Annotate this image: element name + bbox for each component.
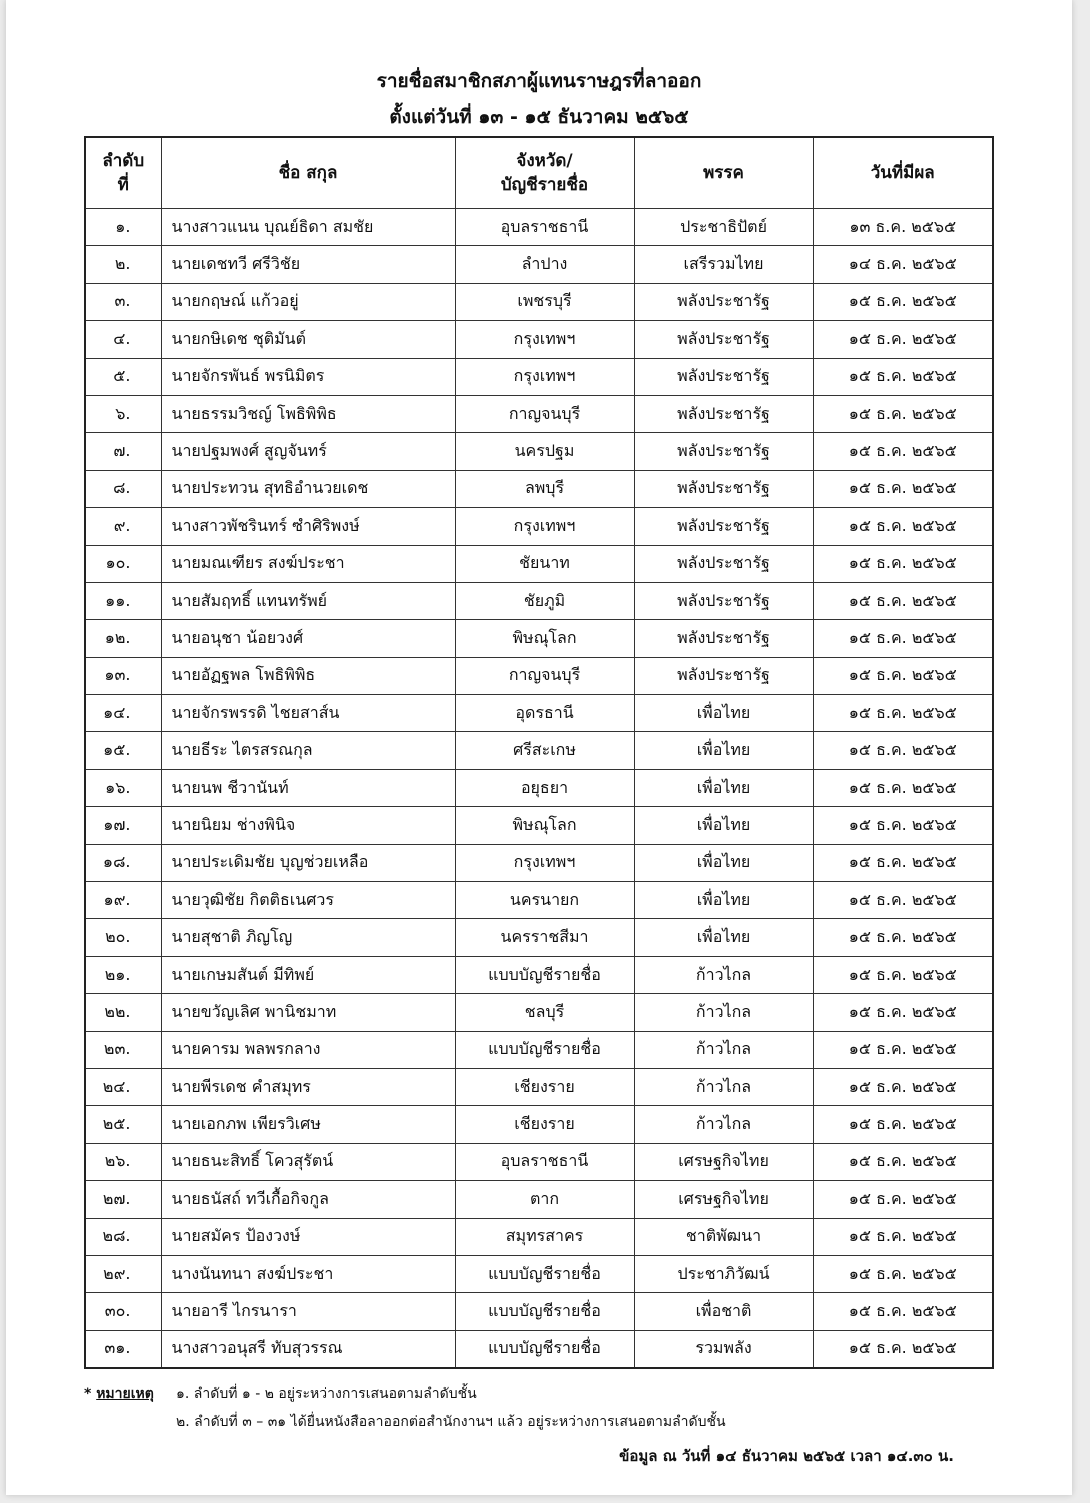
cell-date: ๑๕ ธ.ค. ๒๕๖๕ — [813, 732, 993, 769]
cell-no: ๑. — [85, 209, 161, 246]
table-row — [85, 1255, 993, 1292]
table-row — [85, 882, 993, 919]
cell-name: นายสมัคร ป้องวงษ์ — [161, 1218, 455, 1255]
cell-party: เพื่อชาติ — [634, 1293, 813, 1330]
cell-date: ๑๕ ธ.ค. ๒๕๖๕ — [813, 470, 993, 507]
cell-name: นายสุชาติ ภิญโญ — [161, 919, 455, 956]
cell-party: เศรษฐกิจไทย — [634, 1143, 813, 1180]
table-row — [85, 695, 993, 732]
table-row — [85, 1330, 993, 1368]
cell-province: กาญจนบุรี — [455, 395, 634, 432]
header-province: จังหวัด/ บัญชีรายชื่อ — [455, 137, 634, 209]
cell-province: เชียงราย — [455, 1106, 634, 1143]
cell-date: ๑๕ ธ.ค. ๒๕๖๕ — [813, 1330, 993, 1368]
cell-province: อุดรธานี — [455, 695, 634, 732]
table-row — [85, 732, 993, 769]
cell-no: ๒๗. — [85, 1181, 161, 1218]
table-row — [85, 807, 993, 844]
cell-province: แบบบัญชีรายชื่อ — [455, 1293, 634, 1330]
cell-party: เพื่อไทย — [634, 769, 813, 806]
table-row — [85, 358, 993, 395]
cell-party: ก้าวไกล — [634, 956, 813, 993]
header-no: ลำดับ ที่ — [85, 137, 161, 209]
cell-party: พลังประชารัฐ — [634, 433, 813, 470]
cell-no: ๖. — [85, 395, 161, 432]
cell-party: ก้าวไกล — [634, 994, 813, 1031]
cell-name: นายอัฏฐพล โพธิพิพิธ — [161, 657, 455, 694]
document-title: รายชื่อสมาชิกสภาผู้แทนราษฎรที่ลาออก — [376, 70, 702, 92]
cell-name: นางสาวแนน บุณย์ธิดา สมชัย — [161, 209, 455, 246]
table-row — [85, 1143, 993, 1180]
cell-no: ๑๐. — [85, 545, 161, 582]
cell-province: ตาก — [455, 1181, 634, 1218]
cell-date: ๑๕ ธ.ค. ๒๕๖๕ — [813, 1181, 993, 1218]
cell-province: อุบลราชธานี — [455, 209, 634, 246]
document-page — [6, 0, 1072, 1495]
cell-name: นายกฤษณ์ แก้วอยู่ — [161, 283, 455, 320]
cell-no: ๑๓. — [85, 657, 161, 694]
table-row — [85, 1181, 993, 1218]
cell-province: แบบบัญชีรายชื่อ — [455, 1031, 634, 1068]
cell-name: นายขวัญเลิศ พานิชมาท — [161, 994, 455, 1031]
cell-no: ๕. — [85, 358, 161, 395]
table-row — [85, 1031, 993, 1068]
resignation-table — [84, 136, 994, 1369]
cell-party: พลังประชารัฐ — [634, 395, 813, 432]
cell-party: ก้าวไกล — [634, 1068, 813, 1105]
table-row — [85, 395, 993, 432]
cell-name: นายจักรพรรดิ ไชยสาส์น — [161, 695, 455, 732]
table-row — [85, 994, 993, 1031]
cell-name: นายอารี ไกรนารา — [161, 1293, 455, 1330]
cell-no: ๗. — [85, 433, 161, 470]
cell-province: แบบบัญชีรายชื่อ — [455, 1330, 634, 1368]
cell-no: ๑๙. — [85, 882, 161, 919]
table-row — [85, 1068, 993, 1105]
cell-province: ลพบุรี — [455, 470, 634, 507]
cell-name: นายอนุชา น้อยวงศ์ — [161, 620, 455, 657]
header-name: ชื่อ สกุล — [161, 137, 455, 209]
cell-name: นายประเดิมชัย บุญช่วยเหลือ — [161, 844, 455, 881]
cell-province: เชียงราย — [455, 1068, 634, 1105]
cell-name: นายประทวน สุทธิอำนวยเดช — [161, 470, 455, 507]
cell-date: ๑๕ ธ.ค. ๒๕๖๕ — [813, 508, 993, 545]
cell-no: ๒๑. — [85, 956, 161, 993]
cell-name: นายนิยม ช่างพินิจ — [161, 807, 455, 844]
cell-no: ๘. — [85, 470, 161, 507]
cell-name: นายคารม พลพรกลาง — [161, 1031, 455, 1068]
cell-no: ๑๔. — [85, 695, 161, 732]
cell-name: นายพีรเดช คำสมุทร — [161, 1068, 455, 1105]
cell-date: ๑๕ ธ.ค. ๒๕๖๕ — [813, 358, 993, 395]
cell-party: พลังประชารัฐ — [634, 582, 813, 619]
cell-date: ๑๕ ธ.ค. ๒๕๖๕ — [813, 1293, 993, 1330]
cell-no: ๙. — [85, 508, 161, 545]
table-row — [85, 657, 993, 694]
cell-province: นครนายก — [455, 882, 634, 919]
table-row — [85, 321, 993, 358]
note-item: ๑. ลำดับที่ ๑ - ๒ อยู่ระหว่างการเสนอตามลำดับชั้น — [176, 1386, 477, 1402]
cell-date: ๑๕ ธ.ค. ๒๕๖๕ — [813, 321, 993, 358]
cell-date: ๑๕ ธ.ค. ๒๕๖๕ — [813, 1106, 993, 1143]
cell-party: พลังประชารัฐ — [634, 620, 813, 657]
cell-province: ลำปาง — [455, 246, 634, 283]
cell-party: ประชาภิวัฒน์ — [634, 1255, 813, 1292]
cell-date: ๑๓ ธ.ค. ๒๕๖๕ — [813, 209, 993, 246]
cell-no: ๓๐. — [85, 1293, 161, 1330]
cell-date: ๑๕ ธ.ค. ๒๕๖๕ — [813, 545, 993, 582]
cell-province: แบบบัญชีรายชื่อ — [455, 956, 634, 993]
cell-name: นายนพ ชีวานันท์ — [161, 769, 455, 806]
cell-no: ๑๖. — [85, 769, 161, 806]
table-row — [85, 1293, 993, 1330]
cell-date: ๑๕ ธ.ค. ๒๕๖๕ — [813, 882, 993, 919]
cell-no: ๔. — [85, 321, 161, 358]
cell-party: พลังประชารัฐ — [634, 321, 813, 358]
table-row — [85, 508, 993, 545]
cell-province: อยุธยา — [455, 769, 634, 806]
cell-party: พลังประชารัฐ — [634, 358, 813, 395]
cell-no: ๒. — [85, 246, 161, 283]
cell-party: เพื่อไทย — [634, 919, 813, 956]
cell-party: ชาติพัฒนา — [634, 1218, 813, 1255]
table-row — [85, 844, 993, 881]
cell-date: ๑๕ ธ.ค. ๒๕๖๕ — [813, 807, 993, 844]
cell-province: กรุงเทพฯ — [455, 358, 634, 395]
cell-party: พลังประชารัฐ — [634, 657, 813, 694]
cell-name: นายวุฒิชัย กิตติธเนศวร — [161, 882, 455, 919]
cell-date: ๑๕ ธ.ค. ๒๕๖๕ — [813, 769, 993, 806]
cell-province: กาญจนบุรี — [455, 657, 634, 694]
table-row — [85, 582, 993, 619]
cell-party: เพื่อไทย — [634, 732, 813, 769]
cell-no: ๒๘. — [85, 1218, 161, 1255]
cell-no: ๑๒. — [85, 620, 161, 657]
cell-date: ๑๕ ธ.ค. ๒๕๖๕ — [813, 1255, 993, 1292]
cell-party: เพื่อไทย — [634, 844, 813, 881]
header-date: วันที่มีผล — [813, 137, 993, 209]
cell-date: ๑๕ ธ.ค. ๒๕๖๕ — [813, 1068, 993, 1105]
cell-no: ๑๗. — [85, 807, 161, 844]
cell-no: ๒๓. — [85, 1031, 161, 1068]
data-timestamp: ข้อมูล ณ วันที่ ๑๔ ธันวาคม ๒๕๖๕ เวลา ๑๔.๓๐ น. — [619, 1447, 954, 1465]
cell-date: ๑๕ ธ.ค. ๒๕๖๕ — [813, 956, 993, 993]
cell-party: พลังประชารัฐ — [634, 545, 813, 582]
cell-party: เพื่อไทย — [634, 695, 813, 732]
table-row — [85, 470, 993, 507]
cell-no: ๒๒. — [85, 994, 161, 1031]
cell-province: กรุงเทพฯ — [455, 321, 634, 358]
cell-name: นายเดชทวี ศรีวิชัย — [161, 246, 455, 283]
cell-date: ๑๕ ธ.ค. ๒๕๖๕ — [813, 919, 993, 956]
cell-name: นางสาวอนุสรี ทับสุวรรณ — [161, 1330, 455, 1368]
cell-name: นายธนะสิทธิ์ โควสุรัตน์ — [161, 1143, 455, 1180]
table-row — [85, 1106, 993, 1143]
cell-date: ๑๕ ธ.ค. ๒๕๖๕ — [813, 695, 993, 732]
table-row — [85, 209, 993, 246]
document-subtitle: ตั้งแต่วันที่ ๑๓ - ๑๕ ธันวาคม ๒๕๖๕ — [389, 106, 689, 128]
cell-party: เสรีรวมไทย — [634, 246, 813, 283]
cell-no: ๒๐. — [85, 919, 161, 956]
cell-no: ๒๖. — [85, 1143, 161, 1180]
cell-name: นางนันทนา สงฆ์ประชา — [161, 1255, 455, 1292]
notes-label: * หมายเหตุ — [84, 1386, 154, 1402]
cell-date: ๑๕ ธ.ค. ๒๕๖๕ — [813, 657, 993, 694]
cell-name: นายธนัสถ์ ทวีเกื้อกิจกูล — [161, 1181, 455, 1218]
cell-no: ๒๔. — [85, 1068, 161, 1105]
cell-no: ๑๑. — [85, 582, 161, 619]
cell-name: นายมณเฑียร สงฆ์ประชา — [161, 545, 455, 582]
cell-party: เศรษฐกิจไทย — [634, 1181, 813, 1218]
cell-name: นายเอกภพ เพียรวิเศษ — [161, 1106, 455, 1143]
cell-name: นายธีระ ไตรสรณกุล — [161, 732, 455, 769]
header-party: พรรค — [634, 137, 813, 209]
cell-province: พิษณุโลก — [455, 620, 634, 657]
cell-party: ก้าวไกล — [634, 1106, 813, 1143]
cell-date: ๑๕ ธ.ค. ๒๕๖๕ — [813, 433, 993, 470]
cell-no: ๓๑. — [85, 1330, 161, 1368]
cell-province: ชัยภูมิ — [455, 582, 634, 619]
cell-province: ชัยนาท — [455, 545, 634, 582]
table-row — [85, 433, 993, 470]
cell-date: ๑๕ ธ.ค. ๒๕๖๕ — [813, 395, 993, 432]
note-item: ๒. ลำดับที่ ๓ – ๓๑ ได้ยื่นหนังสือลาออกต่อสำนักงานฯ แล้ว อยู่ระหว่างการเสนอตามลำดับชั้น — [176, 1414, 726, 1430]
cell-party: ประชาธิปัตย์ — [634, 209, 813, 246]
cell-date: ๑๕ ธ.ค. ๒๕๖๕ — [813, 1031, 993, 1068]
table-header-row — [85, 137, 993, 209]
cell-province: แบบบัญชีรายชื่อ — [455, 1255, 634, 1292]
table-row — [85, 919, 993, 956]
cell-date: ๑๔ ธ.ค. ๒๕๖๕ — [813, 246, 993, 283]
table-row — [85, 283, 993, 320]
cell-no: ๓. — [85, 283, 161, 320]
table-row — [85, 620, 993, 657]
table-row — [85, 956, 993, 993]
cell-date: ๑๕ ธ.ค. ๒๕๖๕ — [813, 994, 993, 1031]
cell-party: เพื่อไทย — [634, 882, 813, 919]
cell-name: นายสัมฤทธิ์ แทนทรัพย์ — [161, 582, 455, 619]
cell-party: ก้าวไกล — [634, 1031, 813, 1068]
cell-name: นายเกษมสันต์ มีทิพย์ — [161, 956, 455, 993]
cell-party: รวมพลัง — [634, 1330, 813, 1368]
cell-province: ชลบุรี — [455, 994, 634, 1031]
cell-party: พลังประชารัฐ — [634, 470, 813, 507]
cell-province: อุบลราชธานี — [455, 1143, 634, 1180]
cell-date: ๑๕ ธ.ค. ๒๕๖๕ — [813, 620, 993, 657]
cell-province: พิษณุโลก — [455, 807, 634, 844]
table-row — [85, 545, 993, 582]
cell-province: ศรีสะเกษ — [455, 732, 634, 769]
cell-name: นางสาวพัชรินทร์ ซำศิริพงษ์ — [161, 508, 455, 545]
cell-province: นครปฐม — [455, 433, 634, 470]
cell-province: นครราชสีมา — [455, 919, 634, 956]
table-row — [85, 1218, 993, 1255]
cell-province: กรุงเทพฯ — [455, 844, 634, 881]
cell-date: ๑๕ ธ.ค. ๒๕๖๕ — [813, 582, 993, 619]
cell-date: ๑๕ ธ.ค. ๒๕๖๕ — [813, 1143, 993, 1180]
cell-party: เพื่อไทย — [634, 807, 813, 844]
notes-section — [84, 1380, 992, 1436]
cell-province: กรุงเทพฯ — [455, 508, 634, 545]
cell-party: พลังประชารัฐ — [634, 283, 813, 320]
table-row — [85, 246, 993, 283]
cell-no: ๒๙. — [85, 1255, 161, 1292]
cell-province: เพชรบุรี — [455, 283, 634, 320]
cell-name: นายกษิเดช ชุติมันต์ — [161, 321, 455, 358]
cell-no: ๒๕. — [85, 1106, 161, 1143]
cell-name: นายธรรมวิชญ์ โพธิพิพิธ — [161, 395, 455, 432]
cell-province: สมุทรสาคร — [455, 1218, 634, 1255]
cell-name: นายปฐมพงศ์ สูญจันทร์ — [161, 433, 455, 470]
cell-party: พลังประชารัฐ — [634, 508, 813, 545]
cell-no: ๑๘. — [85, 844, 161, 881]
table-row — [85, 769, 993, 806]
cell-date: ๑๕ ธ.ค. ๒๕๖๕ — [813, 283, 993, 320]
cell-date: ๑๕ ธ.ค. ๒๕๖๕ — [813, 1218, 993, 1255]
cell-name: นายจักรพันธ์ พรนิมิตร — [161, 358, 455, 395]
cell-no: ๑๕. — [85, 732, 161, 769]
cell-date: ๑๕ ธ.ค. ๒๕๖๕ — [813, 844, 993, 881]
